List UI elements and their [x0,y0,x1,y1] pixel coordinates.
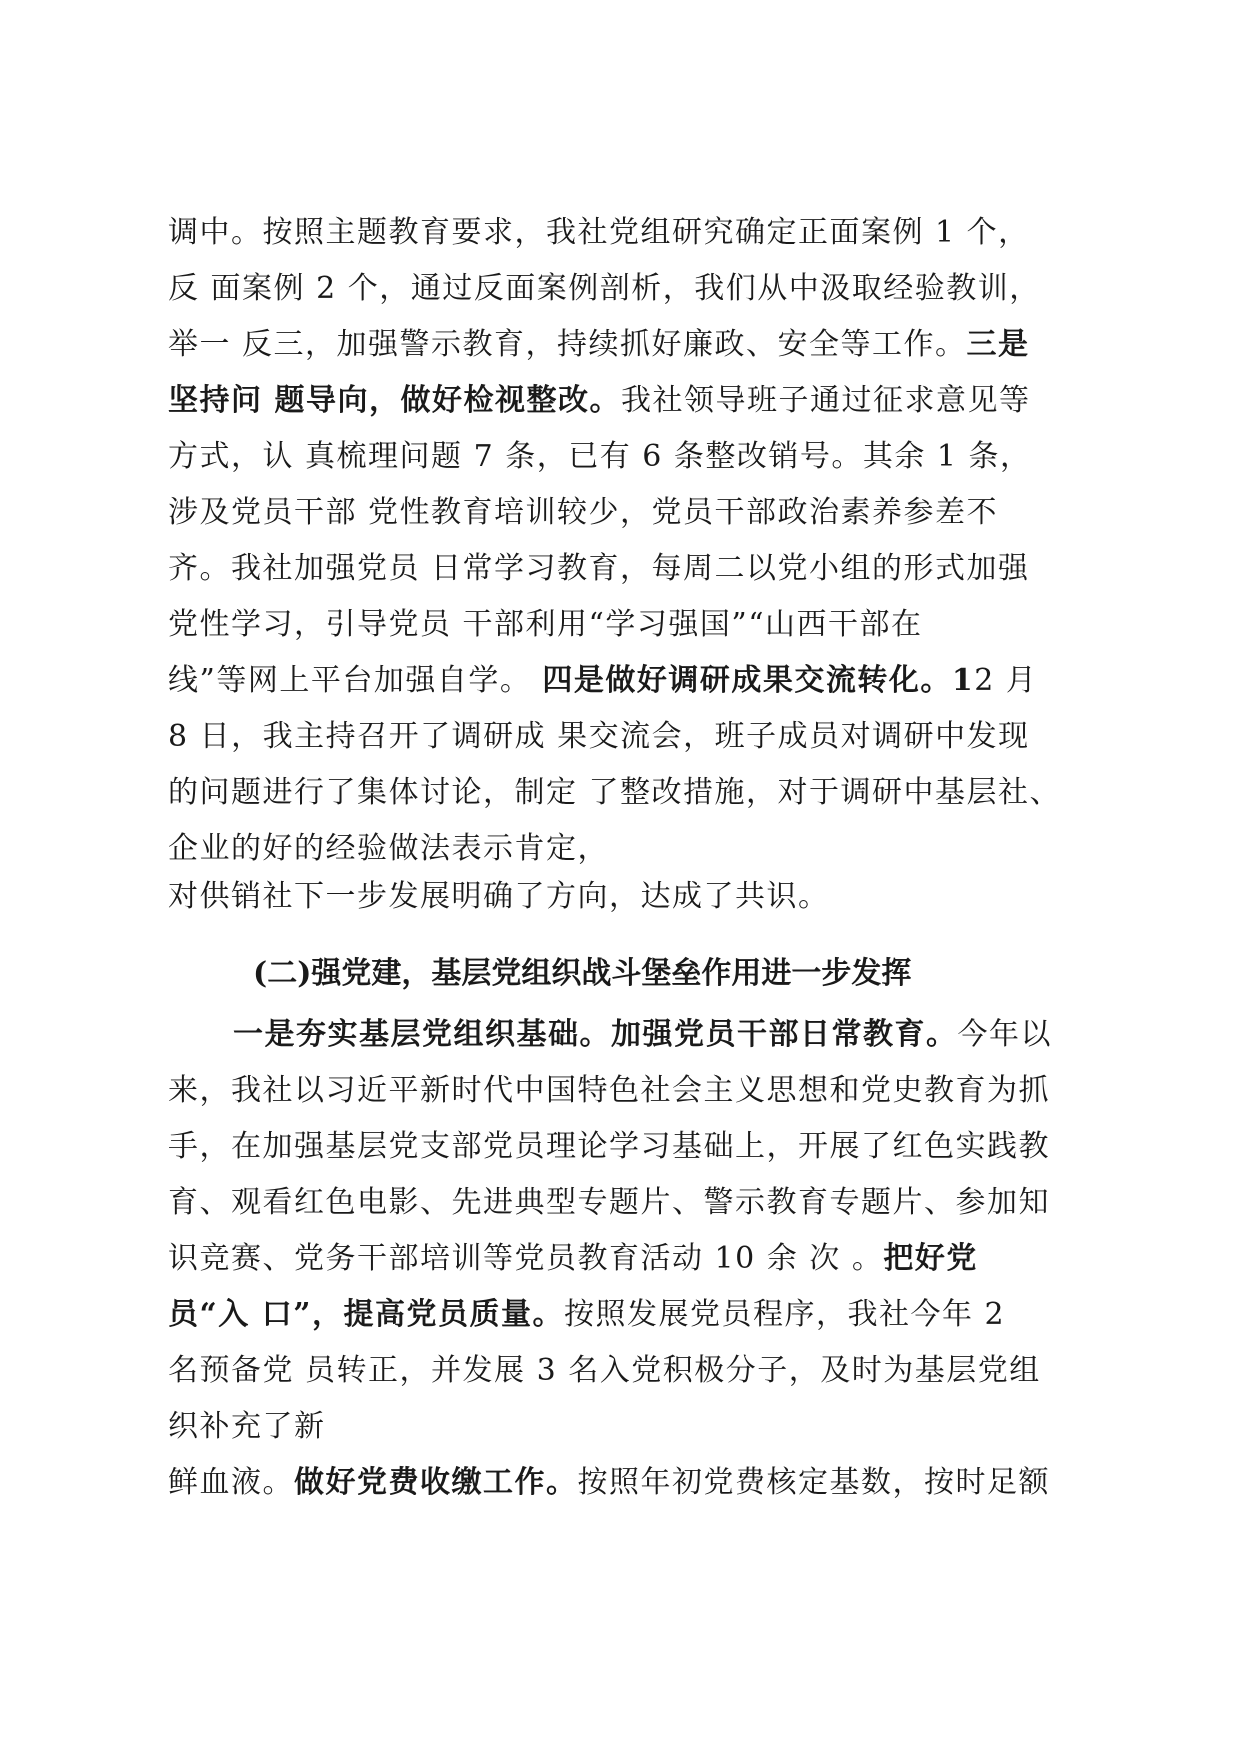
bold-text-segment: 1 [951,663,975,698]
bold-text-segment: 把好党 [883,1241,978,1276]
text-segment: 涉及党员干部 党性教育培训较少，党员干部政治素养参差不 [168,495,999,530]
text-line-10 [168,717,1088,757]
text-line-17 [168,1183,1088,1223]
text-segment: 我社领导班子通过征求意见等 [620,383,1031,418]
text-line-12 [168,829,1088,869]
text-line-11 [168,773,1088,813]
text-line-5 [168,437,1088,477]
text-line-15 [168,1071,1088,1111]
text-line-13 [168,877,1088,917]
text-line-3 [168,325,1088,365]
text-segment: 8 日，我主持召开了调研成 果交流会，班子成员对调研中发现 [168,719,1030,754]
bold-text-segment: 员“入 口”，提高党员质量。 [168,1297,564,1332]
text-line-21 [168,1407,1088,1447]
text-segment: 党性学习，引导党员 干部利用“学习强国”“山西干部在 [168,607,923,642]
text-line-4 [168,381,1088,421]
text-segment: 方式，认 真梳理问题 7 条，已有 6 条整改销号。其余 1 条， [168,439,1032,474]
bold-text-segment: 做好党费收缴工作。 [294,1465,578,1500]
text-line-20 [168,1351,1088,1391]
text-segment: 企业的好的经验做法表示肯定， [168,831,609,866]
text-line-2 [168,269,1088,309]
text-line-7 [168,549,1088,589]
text-segment: 识竞赛、党务干部培训等党员教育活动 10 余 次 。 [168,1241,884,1276]
bold-text-segment: 三是 [966,327,1030,362]
text-segment: 齐。我社加强党员 日常学习教育，每周二以党小组的形式加强 [168,551,1030,586]
text-segment: 举一 反三，加强警示教育，持续抓好廉政、安全等工作。 [168,327,967,362]
text-line-1 [168,213,1088,253]
text-segment: 反 面案例 2 个，通过反面案例剖析，我们从中汲取经验教训， [168,271,1041,306]
text-segment: 育、观看红色电影、先进典型专题片、警示教育专题片、参加知 [168,1185,1050,1220]
text-line-18 [168,1239,1088,1279]
text-line-14 [233,1015,1088,1055]
text-line-22 [168,1463,1088,1503]
text-segment: 按照发展党员程序，我社今年 2 [563,1297,1006,1332]
bold-text-segment: 一是夯实基层党组织基础。加强党员干部日常教育。 [233,1017,958,1052]
text-segment: 对供销社下一步发展明确了方向，达成了共识。 [168,879,830,914]
text-line-9 [168,661,1088,701]
text-line-19 [168,1295,1088,1335]
text-segment: 今年以 [957,1017,1052,1052]
text-line-8 [168,605,1088,645]
text-segment: 2 月 [974,663,1038,698]
text-segment: 来，我社以习近平新时代中国特色社会主义思想和党史教育为抓 [168,1073,1050,1108]
text-line-6 [168,493,1088,533]
text-segment: 手，在加强基层党支部党员理论学习基础上，开展了红色实践教 [168,1129,1050,1164]
text-segment: 的问题进行了集体讨论，制定 了整改措施，对于调研中基层社、 [168,775,1062,810]
text-segment: 按照年初党费核定基数，按时足额 [577,1465,1050,1500]
text-segment: 线”等网上平台加强自学。 [168,663,543,698]
text-segment: 名预备党 员转正，并发展 3 名入党积极分子，及时为基层党组 [168,1353,1041,1388]
bold-text-segment: 坚持问 题导向，做好检视整改。 [168,383,621,418]
text-segment: 鲜血液。 [168,1465,294,1500]
text-segment: 织补充了新 [168,1409,326,1444]
section-heading: (二)强党建，基层党组织战斗堡垒作用进一步发挥 [253,956,912,991]
text-line-16 [168,1127,1088,1167]
bold-text-segment: 四是做好调研成果交流转化。 [542,663,952,698]
text-segment: 调中。按照主题教育要求，我社党组研究确定正面案例 1 个， [168,215,1030,250]
